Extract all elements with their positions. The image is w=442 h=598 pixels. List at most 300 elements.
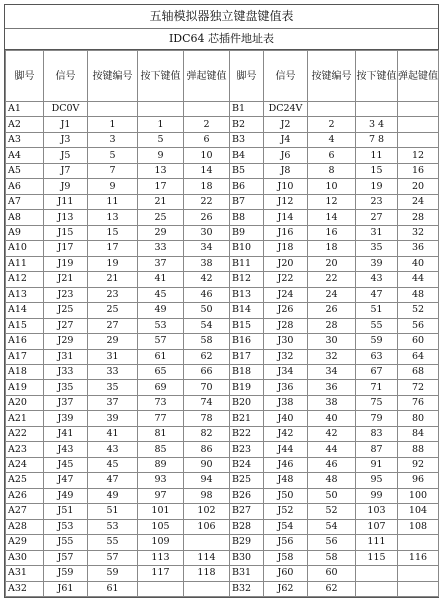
- cell-press-value: 117: [138, 566, 184, 581]
- cell-release-value-b: 28: [398, 210, 439, 225]
- cell-signal: J19: [44, 256, 88, 271]
- cell-press-value: 97: [138, 488, 184, 503]
- cell-release-value: 38: [184, 256, 230, 271]
- table-row: [6, 117, 439, 132]
- cell-pin: A15: [6, 318, 44, 333]
- cell-key-number-b: 14: [308, 210, 356, 225]
- cell-pin-b: B6: [230, 179, 264, 194]
- cell-release-value: 94: [184, 473, 230, 488]
- cell-release-value-b: 68: [398, 364, 439, 379]
- cell-pin: A7: [6, 194, 44, 209]
- cell-key-number-b: 34: [308, 364, 356, 379]
- table-body: [6, 102, 439, 597]
- cell-pin-b: B18: [230, 364, 264, 379]
- cell-signal-b: J58: [264, 550, 308, 565]
- cell-pin-b: B5: [230, 163, 264, 178]
- cell-key-number-b: 26: [308, 303, 356, 318]
- cell-press-value-b: 35: [356, 241, 398, 256]
- cell-pin: A14: [6, 303, 44, 318]
- cell-pin: A25: [6, 473, 44, 488]
- table-row: [6, 210, 439, 225]
- cell-release-value: [184, 535, 230, 550]
- cell-press-value-b: [356, 566, 398, 581]
- cell-press-value-b: 7 8: [356, 132, 398, 147]
- cell-signal: J49: [44, 488, 88, 503]
- cell-pin-b: B25: [230, 473, 264, 488]
- cell-pin: A32: [6, 581, 44, 596]
- cell-key-number: 25: [88, 303, 138, 318]
- cell-key-number: 47: [88, 473, 138, 488]
- cell-press-value-b: 59: [356, 334, 398, 349]
- cell-release-value: 62: [184, 349, 230, 364]
- cell-press-value-b: 27: [356, 210, 398, 225]
- cell-key-number: 11: [88, 194, 138, 209]
- cell-pin: A22: [6, 426, 44, 441]
- cell-key-number-b: 16: [308, 225, 356, 240]
- cell-release-value: 30: [184, 225, 230, 240]
- cell-key-number-b: 38: [308, 395, 356, 410]
- cell-press-value-b: [356, 102, 398, 117]
- cell-signal: J55: [44, 535, 88, 550]
- cell-key-number-b: 56: [308, 535, 356, 550]
- cell-pin: A5: [6, 163, 44, 178]
- cell-signal-b: J34: [264, 364, 308, 379]
- cell-key-number: 51: [88, 504, 138, 519]
- cell-signal-b: J60: [264, 566, 308, 581]
- cell-signal-b: J12: [264, 194, 308, 209]
- cell-pin: A12: [6, 272, 44, 287]
- cell-press-value: 25: [138, 210, 184, 225]
- cell-signal-b: J24: [264, 287, 308, 302]
- cell-key-number-b: 18: [308, 241, 356, 256]
- cell-signal: J53: [44, 519, 88, 534]
- cell-signal-b: J42: [264, 426, 308, 441]
- cell-pin-b: B20: [230, 395, 264, 410]
- cell-signal: J11: [44, 194, 88, 209]
- cell-press-value-b: 111: [356, 535, 398, 550]
- table-row: [6, 179, 439, 194]
- cell-pin-b: B3: [230, 132, 264, 147]
- cell-pin: A23: [6, 442, 44, 457]
- cell-release-value: 106: [184, 519, 230, 534]
- table-row: [6, 303, 439, 318]
- cell-release-value: 46: [184, 287, 230, 302]
- cell-key-number-b: 12: [308, 194, 356, 209]
- table-row: [6, 272, 439, 287]
- cell-pin-b: B30: [230, 550, 264, 565]
- cell-pin: A18: [6, 364, 44, 379]
- cell-press-value: 53: [138, 318, 184, 333]
- cell-signal: J33: [44, 364, 88, 379]
- header-row: [6, 51, 439, 102]
- cell-key-number: 33: [88, 364, 138, 379]
- cell-pin-b: B14: [230, 303, 264, 318]
- cell-pin: A3: [6, 132, 44, 147]
- cell-key-number-b: 62: [308, 581, 356, 596]
- cell-pin-b: B4: [230, 148, 264, 163]
- cell-release-value-b: 32: [398, 225, 439, 240]
- cell-signal: J17: [44, 241, 88, 256]
- cell-pin-b: B17: [230, 349, 264, 364]
- cell-key-number-b: 46: [308, 457, 356, 472]
- cell-signal: J9: [44, 179, 88, 194]
- cell-press-value-b: 63: [356, 349, 398, 364]
- cell-signal: J1: [44, 117, 88, 132]
- cell-key-number: 17: [88, 241, 138, 256]
- cell-release-value: [184, 102, 230, 117]
- cell-press-value-b: 15: [356, 163, 398, 178]
- cell-press-value-b: 103: [356, 504, 398, 519]
- cell-signal: J61: [44, 581, 88, 596]
- cell-key-number-b: 22: [308, 272, 356, 287]
- cell-release-value-b: 48: [398, 287, 439, 302]
- table-row: [6, 411, 439, 426]
- cell-signal: J7: [44, 163, 88, 178]
- cell-key-number: 49: [88, 488, 138, 503]
- cell-signal: J43: [44, 442, 88, 457]
- cell-release-value-b: 52: [398, 303, 439, 318]
- cell-press-value: 9: [138, 148, 184, 163]
- cell-key-number-b: 36: [308, 380, 356, 395]
- cell-release-value: 34: [184, 241, 230, 256]
- cell-press-value: 21: [138, 194, 184, 209]
- cell-signal-b: J14: [264, 210, 308, 225]
- cell-release-value: 54: [184, 318, 230, 333]
- cell-release-value-b: 56: [398, 318, 439, 333]
- cell-signal-b: J40: [264, 411, 308, 426]
- cell-key-number-b: 52: [308, 504, 356, 519]
- table-row: [6, 550, 439, 565]
- table-row: [6, 148, 439, 163]
- cell-release-value: 74: [184, 395, 230, 410]
- cell-release-value-b: [398, 581, 439, 596]
- cell-pin-b: B1: [230, 102, 264, 117]
- cell-press-value-b: 51: [356, 303, 398, 318]
- cell-key-number: 61: [88, 581, 138, 596]
- cell-press-value-b: 75: [356, 395, 398, 410]
- cell-release-value-b: 104: [398, 504, 439, 519]
- cell-key-number: 57: [88, 550, 138, 565]
- cell-pin: A30: [6, 550, 44, 565]
- table-row: [6, 581, 439, 596]
- header-signal: 信号: [44, 51, 88, 102]
- cell-release-value: 50: [184, 303, 230, 318]
- cell-pin-b: B19: [230, 380, 264, 395]
- cell-release-value-b: 84: [398, 426, 439, 441]
- cell-press-value-b: 43: [356, 272, 398, 287]
- cell-release-value-b: 40: [398, 256, 439, 271]
- cell-signal: J39: [44, 411, 88, 426]
- cell-key-number-b: 20: [308, 256, 356, 271]
- cell-press-value-b: 19: [356, 179, 398, 194]
- cell-press-value-b: 39: [356, 256, 398, 271]
- cell-pin: A2: [6, 117, 44, 132]
- cell-press-value: 5: [138, 132, 184, 147]
- cell-pin-b: B26: [230, 488, 264, 503]
- cell-signal: J15: [44, 225, 88, 240]
- cell-key-number: 13: [88, 210, 138, 225]
- cell-press-value-b: 23: [356, 194, 398, 209]
- header-release-value-b: 弹起键值: [398, 51, 439, 102]
- cell-pin-b: B10: [230, 241, 264, 256]
- cell-press-value-b: 91: [356, 457, 398, 472]
- cell-key-number-b: 40: [308, 411, 356, 426]
- cell-press-value: 77: [138, 411, 184, 426]
- cell-pin-b: B31: [230, 566, 264, 581]
- table-row: [6, 241, 439, 256]
- cell-release-value-b: [398, 132, 439, 147]
- cell-release-value: 14: [184, 163, 230, 178]
- cell-press-value: 57: [138, 334, 184, 349]
- cell-pin-b: B22: [230, 426, 264, 441]
- cell-pin: A10: [6, 241, 44, 256]
- cell-pin: A19: [6, 380, 44, 395]
- cell-key-number: 15: [88, 225, 138, 240]
- table-row: [6, 426, 439, 441]
- cell-release-value-b: 80: [398, 411, 439, 426]
- cell-release-value: 86: [184, 442, 230, 457]
- cell-press-value: 1: [138, 117, 184, 132]
- cell-press-value-b: [356, 581, 398, 596]
- cell-press-value-b: 115: [356, 550, 398, 565]
- cell-key-number-b: 42: [308, 426, 356, 441]
- cell-signal: J21: [44, 272, 88, 287]
- cell-signal: J47: [44, 473, 88, 488]
- cell-pin-b: B8: [230, 210, 264, 225]
- cell-pin-b: B28: [230, 519, 264, 534]
- cell-pin-b: B23: [230, 442, 264, 457]
- table-row: [6, 535, 439, 550]
- cell-release-value: 82: [184, 426, 230, 441]
- cell-press-value: 37: [138, 256, 184, 271]
- cell-press-value: 61: [138, 349, 184, 364]
- header-key-number-b: 按键编号: [308, 51, 356, 102]
- cell-key-number: 31: [88, 349, 138, 364]
- cell-release-value-b: 116: [398, 550, 439, 565]
- cell-signal: J45: [44, 457, 88, 472]
- table-row: [6, 163, 439, 178]
- cell-pin: A26: [6, 488, 44, 503]
- cell-signal: J25: [44, 303, 88, 318]
- cell-release-value: 66: [184, 364, 230, 379]
- cell-release-value-b: 100: [398, 488, 439, 503]
- cell-press-value: 41: [138, 272, 184, 287]
- cell-key-number: 9: [88, 179, 138, 194]
- cell-key-number-b: 28: [308, 318, 356, 333]
- cell-signal-b: J26: [264, 303, 308, 318]
- cell-signal: J29: [44, 334, 88, 349]
- cell-release-value-b: [398, 117, 439, 132]
- cell-key-number: [88, 102, 138, 117]
- cell-signal-b: J6: [264, 148, 308, 163]
- cell-pin-b: B29: [230, 535, 264, 550]
- cell-release-value-b: 44: [398, 272, 439, 287]
- cell-release-value-b: [398, 102, 439, 117]
- table-row: [6, 380, 439, 395]
- cell-signal-b: J32: [264, 349, 308, 364]
- cell-release-value: 118: [184, 566, 230, 581]
- cell-pin-b: B15: [230, 318, 264, 333]
- cell-pin-b: B13: [230, 287, 264, 302]
- cell-pin: A27: [6, 504, 44, 519]
- cell-press-value-b: 107: [356, 519, 398, 534]
- table-row: [6, 334, 439, 349]
- cell-pin-b: B7: [230, 194, 264, 209]
- cell-pin-b: B2: [230, 117, 264, 132]
- cell-key-number-b: [308, 102, 356, 117]
- table-row: [6, 102, 439, 117]
- cell-press-value-b: 3 4: [356, 117, 398, 132]
- cell-key-number: 1: [88, 117, 138, 132]
- cell-press-value-b: 87: [356, 442, 398, 457]
- cell-signal-b: J2: [264, 117, 308, 132]
- cell-signal-b: J52: [264, 504, 308, 519]
- cell-release-value-b: 36: [398, 241, 439, 256]
- table-row: [6, 318, 439, 333]
- cell-release-value-b: 108: [398, 519, 439, 534]
- cell-signal-b: J50: [264, 488, 308, 503]
- cell-press-value-b: 47: [356, 287, 398, 302]
- cell-press-value: 85: [138, 442, 184, 457]
- key-value-table: [5, 50, 439, 597]
- cell-key-number: 7: [88, 163, 138, 178]
- table-row: [6, 194, 439, 209]
- header-signal-b: 信号: [264, 51, 308, 102]
- cell-signal: J57: [44, 550, 88, 565]
- cell-press-value: 101: [138, 504, 184, 519]
- cell-signal: J31: [44, 349, 88, 364]
- cell-key-number: 35: [88, 380, 138, 395]
- cell-pin: A11: [6, 256, 44, 271]
- cell-signal: J13: [44, 210, 88, 225]
- table-row: [6, 457, 439, 472]
- cell-key-number: 23: [88, 287, 138, 302]
- cell-release-value: 42: [184, 272, 230, 287]
- cell-pin-b: B16: [230, 334, 264, 349]
- cell-release-value-b: 16: [398, 163, 439, 178]
- cell-signal: J41: [44, 426, 88, 441]
- cell-key-number: 43: [88, 442, 138, 457]
- cell-key-number-b: 32: [308, 349, 356, 364]
- cell-key-number-b: 4: [308, 132, 356, 147]
- cell-signal-b: DC24V: [264, 102, 308, 117]
- cell-key-number: 41: [88, 426, 138, 441]
- cell-press-value: 89: [138, 457, 184, 472]
- cell-pin: A29: [6, 535, 44, 550]
- table-row: [6, 364, 439, 379]
- cell-pin: A24: [6, 457, 44, 472]
- table-row: [6, 349, 439, 364]
- cell-key-number-b: 24: [308, 287, 356, 302]
- cell-key-number-b: 6: [308, 148, 356, 163]
- cell-pin: A1: [6, 102, 44, 117]
- header-press-value-b: 按下键值: [356, 51, 398, 102]
- cell-pin-b: B9: [230, 225, 264, 240]
- table-row: [6, 442, 439, 457]
- table-row: [6, 287, 439, 302]
- cell-key-number-b: 58: [308, 550, 356, 565]
- cell-pin: A4: [6, 148, 44, 163]
- cell-key-number-b: 54: [308, 519, 356, 534]
- cell-release-value-b: 24: [398, 194, 439, 209]
- cell-pin-b: B12: [230, 272, 264, 287]
- cell-release-value-b: 76: [398, 395, 439, 410]
- cell-signal: J35: [44, 380, 88, 395]
- cell-key-number: 39: [88, 411, 138, 426]
- cell-press-value-b: 99: [356, 488, 398, 503]
- header-pin: 脚号: [6, 51, 44, 102]
- cell-press-value: 13: [138, 163, 184, 178]
- cell-press-value-b: 67: [356, 364, 398, 379]
- cell-pin: A20: [6, 395, 44, 410]
- cell-key-number: 45: [88, 457, 138, 472]
- cell-key-number: 3: [88, 132, 138, 147]
- cell-press-value: 105: [138, 519, 184, 534]
- table-row: [6, 225, 439, 240]
- document-title: 五轴模拟器独立键盘键值表: [5, 5, 438, 29]
- cell-pin-b: B24: [230, 457, 264, 472]
- cell-press-value: 81: [138, 426, 184, 441]
- cell-key-number: 27: [88, 318, 138, 333]
- cell-key-number-b: 30: [308, 334, 356, 349]
- cell-key-number-b: 10: [308, 179, 356, 194]
- cell-release-value-b: 64: [398, 349, 439, 364]
- cell-signal: J23: [44, 287, 88, 302]
- cell-pin-b: B21: [230, 411, 264, 426]
- cell-release-value-b: 72: [398, 380, 439, 395]
- cell-signal-b: J22: [264, 272, 308, 287]
- header-pin-b: 脚号: [230, 51, 264, 102]
- cell-release-value: 2: [184, 117, 230, 132]
- table-row: [6, 473, 439, 488]
- cell-key-number: 59: [88, 566, 138, 581]
- cell-release-value: 26: [184, 210, 230, 225]
- cell-release-value-b: [398, 535, 439, 550]
- cell-signal-b: J36: [264, 380, 308, 395]
- cell-release-value-b: 60: [398, 334, 439, 349]
- cell-key-number: 55: [88, 535, 138, 550]
- table-row: [6, 132, 439, 147]
- cell-signal-b: J54: [264, 519, 308, 534]
- cell-release-value: 10: [184, 148, 230, 163]
- cell-signal-b: J56: [264, 535, 308, 550]
- cell-press-value: [138, 102, 184, 117]
- header-press-value: 按下键值: [138, 51, 184, 102]
- cell-key-number: 19: [88, 256, 138, 271]
- cell-key-number: 5: [88, 148, 138, 163]
- cell-key-number-b: 44: [308, 442, 356, 457]
- cell-press-value: 29: [138, 225, 184, 240]
- cell-signal: J59: [44, 566, 88, 581]
- cell-press-value: 33: [138, 241, 184, 256]
- cell-signal-b: J4: [264, 132, 308, 147]
- cell-key-number: 53: [88, 519, 138, 534]
- table-row: [6, 519, 439, 534]
- cell-press-value-b: 83: [356, 426, 398, 441]
- cell-signal: J51: [44, 504, 88, 519]
- cell-press-value: [138, 581, 184, 596]
- cell-signal-b: J30: [264, 334, 308, 349]
- table-row: [6, 395, 439, 410]
- cell-release-value: 78: [184, 411, 230, 426]
- cell-key-number-b: 2: [308, 117, 356, 132]
- cell-signal-b: J16: [264, 225, 308, 240]
- cell-release-value: 6: [184, 132, 230, 147]
- cell-signal-b: J48: [264, 473, 308, 488]
- cell-release-value-b: [398, 566, 439, 581]
- cell-press-value: 113: [138, 550, 184, 565]
- cell-pin-b: B32: [230, 581, 264, 596]
